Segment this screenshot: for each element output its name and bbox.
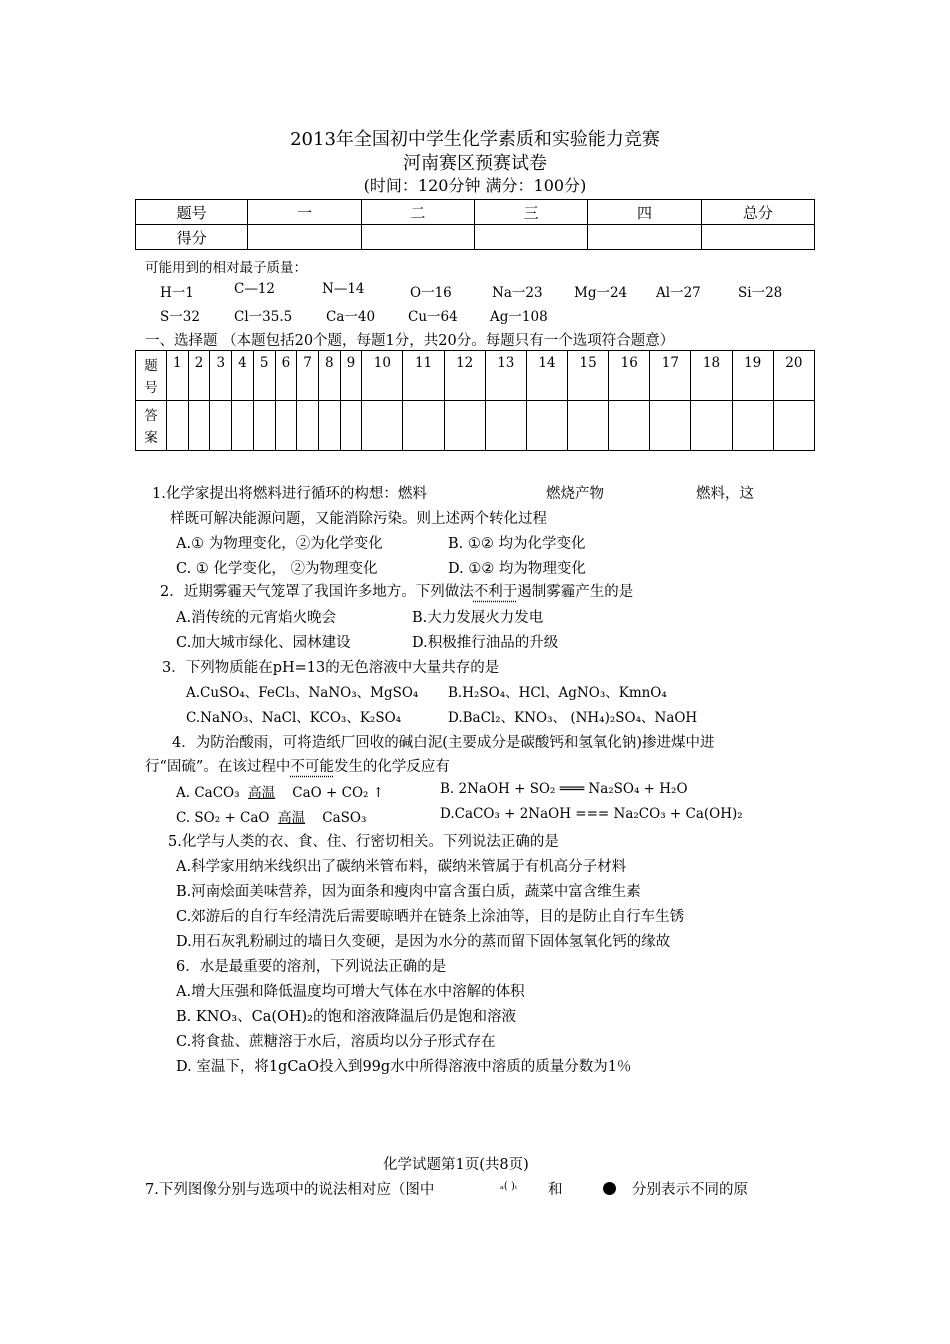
question-4-option-c: C. SO₂ + CaO 高温 CaSO₃ [176,810,367,826]
question-number-cell: 17 [650,351,691,401]
question-number-cell: 2 [188,351,210,401]
question-1-option-d: D. ①② 均为物理变化 [448,561,586,577]
mass-item: Na一23 [492,285,543,301]
answer-cell [362,401,403,451]
answer-cell [773,401,814,451]
answer-cell [340,401,362,451]
page-footer: 化学试题第1页(共8页) [383,1157,529,1173]
score-header-cell: 题号 [136,200,248,225]
section-heading: 一、选择题 （本题包括20个题，每题1分，共20分。每题只有一个选项符合题意） [145,333,675,349]
mass-item: Ca一40 [326,309,376,325]
mass-item: N—14 [322,281,365,297]
question-3-stem: 3．下列物质能在pH=13的无色溶液中大量共存的是 [162,660,500,676]
question-number-cell: 6 [275,351,297,401]
answer-cell [318,401,340,451]
question-5-stem: 5.化学与人类的衣、食、住、行密切相关。下列说法正确的是 [168,834,559,850]
emphasis-dots: 不利于 [473,584,518,600]
question-1-stem-cont: 样既可解决能源问题，又能消除污染。则上述两个转化过程 [170,511,547,527]
answer-cell [526,401,567,451]
question-2-option-b: B.大力发展火力发电 [412,610,544,626]
question-7-stem: 7.下列图像分别与选项中的说法相对应（图中 [145,1182,435,1198]
score-cell [474,225,587,250]
score-row-label: 得分 [136,225,248,250]
answer-cell [609,401,650,451]
question-7-stem-cont: 分别表示不同的原 [632,1182,748,1198]
question-1-option-b: B. ①② 均为化学变化 [448,536,586,552]
score-table [135,199,815,250]
answer-cell [650,401,691,451]
masses-label: 可能用到的相对最子质量： [145,260,307,276]
answer-cell [732,401,773,451]
answer-cell [253,401,275,451]
question-number-label: 题 号 [136,351,167,401]
mass-item: Mg一24 [574,285,628,301]
question-1-option-c: C. ① 化学变化， ②为物理变化 [176,561,378,577]
question-number-cell: 8 [318,351,340,401]
question-number-cell: 18 [691,351,732,401]
question-number-cell: 13 [485,351,526,401]
question-6-option-b: B. KNO₃、Ca(OH)₂的饱和溶液降温后仍是饱和溶液 [176,1009,516,1025]
question-2-stem: 2．近期雾霾天气笼罩了我国许多地方。下列做法不利于遏制雾霾产生的是 [160,584,634,600]
filled-circle-icon [603,1182,616,1195]
question-6-option-c: C.将食盐、蔗糖溶于水后，溶质均以分子形式存在 [176,1034,496,1050]
question-number-cell: 4 [232,351,254,401]
question-4-option-d: D.CaCO₃ + 2NaOH === Na₂CO₃ + Ca(OH)₂ [440,806,743,822]
score-header-cell: 一 [248,200,361,225]
answer-cell [485,401,526,451]
answer-cell [297,401,319,451]
page-title: 2013年全国初中学生化学素质和实验能力竞赛 [290,129,660,150]
question-1-stem: 1.化学家提出将燃料进行循环的构想：燃料 [152,486,427,502]
score-header-cell: 三 [474,200,587,225]
question-3-option-a: A.CuSO₄、FeCl₃、NaNO₃、MgSO₄ [186,685,419,701]
score-header-cell: 总分 [701,200,814,225]
mass-item: H一1 [160,285,194,301]
question-number-cell: 20 [773,351,814,401]
mass-item: O一16 [410,285,452,301]
question-5-option-c: C.郊游后的自行车经清洗后需要晾晒并在链条上涂油等，目的是防止自行车生锈 [176,909,685,925]
atom-symbol-open: ₐ( )ᵢ [500,1181,517,1192]
score-cell [248,225,361,250]
question-number-cell: 11 [403,351,444,401]
question-4-stem: 4．为防治酸雨，可将造纸厂回收的碱白泥(主要成分是碳酸钙和氢氧化钠)掺进煤中进 [172,735,715,751]
question-number-cell: 19 [732,351,773,401]
question-number-cell: 14 [526,351,567,401]
answer-table [135,350,815,451]
question-number-cell: 12 [444,351,485,401]
question-6-stem: 6．水是最重要的溶剂，下列说法正确的是 [176,959,447,975]
question-5-option-b: B.河南烩面美味营养，因为面条和瘦肉中富含蛋白质，蔬菜中富含维生素 [176,884,641,900]
question-6-option-a: A.增大压强和降低温度均可增大气体在水中溶解的体积 [176,984,525,1000]
question-1-product: 燃烧产物 [546,486,604,502]
question-2-option-a: A.消传统的元宵焰火晚会 [176,610,337,626]
question-number-cell: 9 [340,351,362,401]
score-header-cell: 二 [361,200,474,225]
mass-item: S一32 [160,309,200,325]
answer-cell [691,401,732,451]
question-3-option-d: D.BaCl₂、KNO₃、 (NH₄)₂SO₄、NaOH [448,710,698,726]
question-5-option-a: A.科学家用纳米线织出了碳纳米管布料，碳纳米管属于有机高分子材料 [176,859,627,875]
mass-item: Ag一108 [490,309,548,325]
page-subtitle: 河南赛区预赛试卷 [403,153,547,174]
question-number-cell: 3 [210,351,232,401]
answer-cell [403,401,444,451]
emphasis-dots: 不可能 [290,759,334,775]
answer-cell [232,401,254,451]
mass-item: Cl一35.5 [234,309,293,325]
question-3-option-c: C.NaNO₃、NaCl、KCO₃、K₂SO₄ [186,710,402,726]
question-5-option-d: D.用石灰乳粉刷过的墙日久变硬，是因为水分的蒸而留下固体氢氧化钙的缘故 [176,934,671,950]
question-1-fuel: 燃料，这 [696,486,754,502]
question-7-and: 和 [548,1182,563,1198]
answer-cell [275,401,297,451]
exam-time-info: (时间：120分钟 满分：100分) [363,176,587,195]
question-4-option-b: B. 2NaOH + SO₂ ═══ Na₂SO₄ + H₂O [440,781,688,797]
answer-label: 答 案 [136,401,167,451]
question-number-cell: 15 [568,351,609,401]
score-cell [701,225,814,250]
question-2-option-d: D.积极推行油品的升级 [412,635,559,651]
answer-cell [167,401,189,451]
score-cell [588,225,701,250]
answer-cell [568,401,609,451]
question-4-option-a: A. CaCO₃ 高温 CaO + CO₂ ↑ [176,785,385,801]
mass-item: Si一28 [738,285,783,301]
question-1-option-a: A.① 为物理变化，②为化学变化 [176,536,383,552]
answer-cell [444,401,485,451]
mass-item: Al一27 [656,285,701,301]
score-header-cell: 四 [588,200,701,225]
question-4-stem-cont: 行“固硫”。在该过程中不可能发生的化学反应有 [145,759,450,775]
question-2-option-c: C.加大城市绿化、园林建设 [176,635,351,651]
answer-cell [188,401,210,451]
question-number-cell: 5 [253,351,275,401]
question-number-cell: 7 [297,351,319,401]
question-number-cell: 16 [609,351,650,401]
score-cell [361,225,474,250]
question-6-option-d: D. 室温下，将1gCaO投入到99g水中所得溶液中溶质的质量分数为1％ [176,1059,632,1075]
mass-item: C—12 [234,281,276,297]
question-number-cell: 10 [362,351,403,401]
answer-cell [210,401,232,451]
mass-item: Cu一64 [408,309,458,325]
question-3-option-b: B.H₂SO₄、HCl、AgNO₃、KmnO₄ [448,685,667,701]
question-number-cell: 1 [167,351,189,401]
